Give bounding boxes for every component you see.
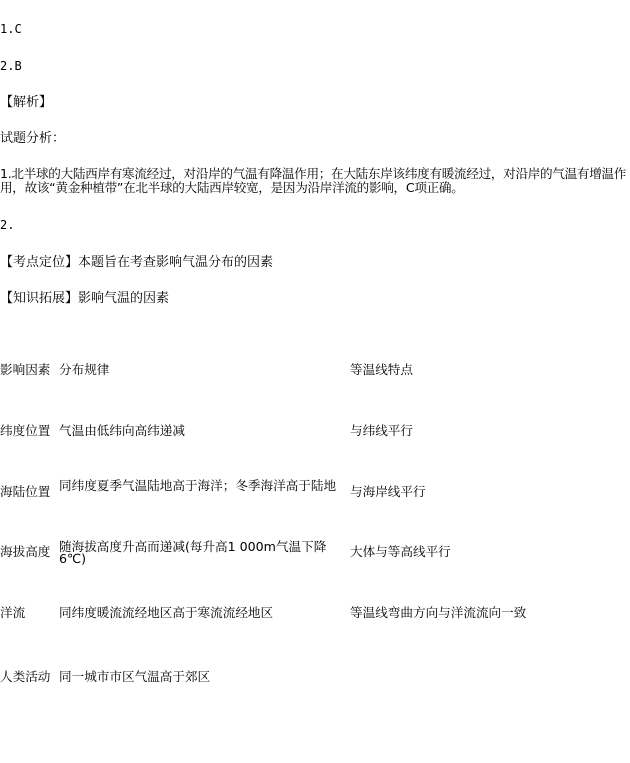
table-cell-isotherm: 与纬线平行 [350,423,413,438]
table-cell-rule: 同一城市市区气温高于郊区 [59,669,211,684]
table-header-rule: 分布规律 [59,362,110,377]
table-cell-rule: 同纬度暖流流经地区高于寒流流经地区 [59,605,274,620]
table-cell-factor: 洋流 [0,605,26,620]
table-header-isotherm: 等温线特点 [350,362,413,377]
table-cell-isotherm: 与海岸线平行 [350,484,426,499]
key-point: 【考点定位】本题旨在考查影响气温分布的因素 [0,255,274,270]
table-header-factor: 影响因素 [0,362,51,377]
analysis-heading: 【解析】 [0,95,53,110]
table-cell-factor: 纬度位置 [0,423,51,438]
explanation-1: 1.北半球的大陆西岸有寒流经过，对沿岸的气温有降温作用；在大陆东岸该纬度有暖流经过，对沿岸的气温有增温作用，故该“黄金种植带”在北半球的大陆西岸较宽，是因为沿岸洋流的影响，C项正确。 [0,166,627,195]
table-cell-isotherm: 大体与等高线平行 [350,544,451,559]
knowledge-extension: 【知识拓展】影响气温的因素 [0,291,170,306]
answer-1: 1.C [0,22,22,36]
table-cell-factor: 海拔高度 [0,544,51,559]
answer-2: 2.B [0,59,22,73]
analysis-intro: 试题分析： [0,131,66,146]
table-cell-rule: 随海拔高度升高而递减(每升高1 000m气温下降6℃) [59,539,327,566]
table-cell-rule: 气温由低纬向高纬递减 [59,423,185,438]
table-cell-rule: 同纬度夏季气温陆地高于海洋；冬季海洋高于陆地 [59,478,337,493]
table-cell-factor: 人类活动 [0,669,51,684]
explanation-2: 2. [0,218,15,232]
table-cell-factor: 海陆位置 [0,484,51,499]
table-cell-isotherm: 等温线弯曲方向与洋流流向一致 [350,605,527,620]
